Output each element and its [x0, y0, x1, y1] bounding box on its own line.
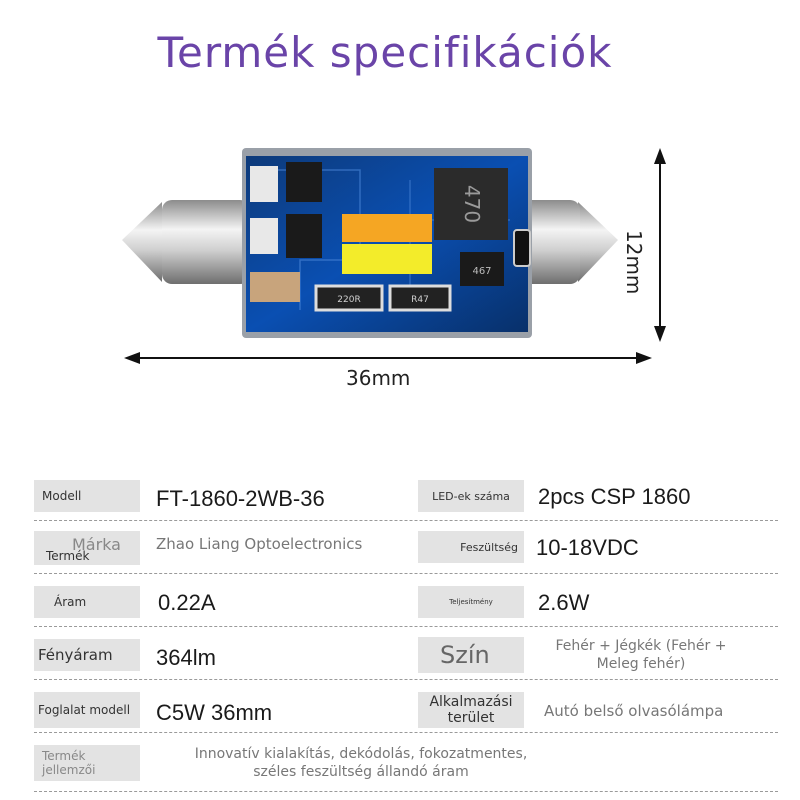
- features-value: Innovatív kialakítás, dekódolás, fokozatmentes, széles feszültség állandó áram: [194, 746, 528, 780]
- spec-row: [34, 474, 778, 521]
- flux-value: 364lm: [156, 645, 216, 670]
- socket-label: Foglalat modell: [34, 692, 140, 728]
- spec-row: [34, 733, 778, 792]
- current-label: Áram: [34, 586, 140, 618]
- festoon-led-bulb-illustration: [110, 140, 670, 380]
- power-label: Teljesítmény: [418, 586, 524, 618]
- model-label: Modell: [34, 480, 140, 512]
- brand-label-bottom: Termék: [46, 549, 90, 563]
- led-chip-white: [342, 244, 432, 274]
- resistor-marking: 220R: [337, 295, 361, 305]
- ic-marking: 467: [472, 266, 492, 277]
- application-value: Autó belső olvasólámpa: [544, 702, 724, 720]
- power-value: 2.6W: [538, 590, 590, 615]
- height-dimension-label: 12mm: [622, 230, 646, 295]
- page-title: Termék specifikációk: [157, 28, 613, 77]
- current-value: 0.22A: [158, 590, 216, 615]
- led-count-value: 2pcs CSP 1860: [538, 484, 691, 509]
- width-dimension-label: 36mm: [346, 366, 411, 390]
- voltage-value: 10-18VDC: [536, 535, 639, 560]
- brand-value: Zhao Liang Optoelectronics: [156, 535, 363, 553]
- model-value: FT-1860-2WB-36: [156, 486, 325, 511]
- spec-row: [34, 680, 778, 733]
- led-chip-warm: [342, 214, 432, 242]
- diode: [514, 230, 530, 266]
- inductor-marking: 470: [460, 184, 484, 224]
- spec-row: [34, 521, 778, 574]
- socket-value: C5W 36mm: [156, 700, 273, 725]
- color-value: Fehér + Jégkék (Fehér + Meleg fehér): [555, 638, 727, 672]
- brand-label-top: Márka: [72, 535, 121, 554]
- color-label: Szín: [418, 637, 524, 673]
- resistor2-marking: R47: [411, 295, 429, 305]
- inductor: [434, 168, 508, 240]
- led-count-label: LED-ek száma: [418, 480, 524, 512]
- width-dimension-arrow: [124, 352, 652, 364]
- height-dimension-arrow: [654, 148, 666, 342]
- flux-label: Fényáram: [34, 639, 140, 671]
- spec-table: [34, 474, 778, 792]
- brand-label: [34, 531, 140, 565]
- capacitor: [250, 272, 300, 302]
- spec-row: [34, 574, 778, 627]
- voltage-label: Feszültség: [418, 531, 524, 563]
- spec-row: [34, 627, 778, 680]
- features-label: Termék jellemzői: [34, 745, 140, 781]
- left-metal-cap: [122, 200, 250, 284]
- application-label: Alkalmazási terület: [418, 692, 524, 728]
